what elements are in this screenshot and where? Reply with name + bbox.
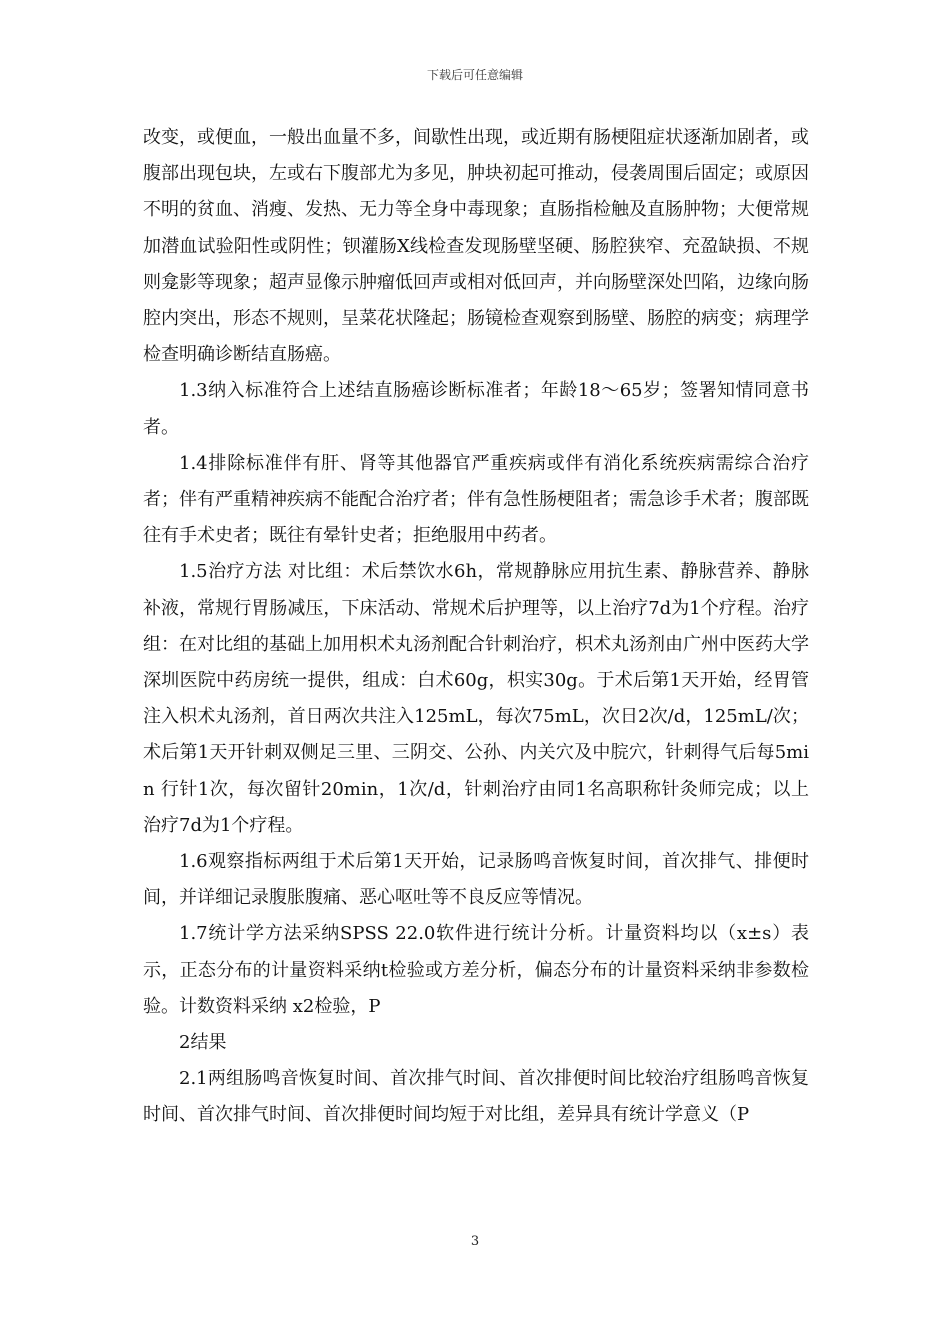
body-text	[143, 120, 809, 1134]
page-header: 下载后可任意编辑	[426, 68, 523, 82]
paragraph-inclusion-criteria: 1.3纳入标准符合上述结直肠癌诊断标准者；年龄18～65岁；签署知情同意书者。	[143, 380, 809, 438]
paragraph-observation-indicators: 1.6观察指标两组于术后第1天开始，记录肠鸣音恢复时间，首次排气、排便时间，并详细记录腹胀腹痛、恶心呕吐等不良反应等情况。	[143, 851, 809, 909]
paragraph-results-2-1: 2.1两组肠鸣音恢复时间、首次排气时间、首次排便时间比较治疗组肠鸣音恢复时间、首次排气时间、首次排便时间均短于对比组，差异具有统计学意义（P	[143, 1068, 809, 1126]
paragraph-exclusion-criteria: 1.4排除标准伴有肝、肾等其他器官严重疾病或伴有消化系统疾病需综合治疗者；伴有严重精神疾病不能配合治疗者；伴有急性肠梗阻者；需急诊手术者；腹部既往有手术史者；既往有晕针史者；拒绝服用中药者。	[143, 452, 809, 547]
paragraph-diagnosis-continued: 改变，或便血，一般出血量不多，间歇性出现，或近期有肠梗阻症状逐渐加剧者，或腹部出现包块，左或右下腹部尤为多见，肿块初起可推动，侵袭周围后固定；或原因不明的贫血、消瘦、发热、无力等全身中毒现象；直肠指检触及直肠肿物；大便常规加潜血试验阳性或阴性；钡灌肠X线检查发现肠壁坚硬、肠腔狭窄、充盈缺损、不规则龛影等现象；超声显像示肿瘤低回声或相对低回声，并向肠壁深处凹陷，边缘向肠腔内突出，形态不规则，呈菜花状隆起；肠镜检查观察到肠壁、肠腔的病变；病理学检查明确诊断结直肠癌。	[143, 127, 809, 366]
section-heading-results: 2结果	[179, 1032, 227, 1054]
page-number: 3	[470, 1234, 480, 1249]
paragraph-treatment-method: 1.5治疗方法 对比组：术后禁饮水6h，常规静脉应用抗生素、静脉营养、静脉补液，常规行胃肠减压，下床活动、常规术后护理等，以上治疗7d为1个疗程。治疗组：在对比组的基础上加用枳术丸汤剂配合针刺治疗，枳术丸汤剂由广州中医药大学深圳医院中药房统一提供，组成：白术60g，枳实30g。于术后第1天开始，经胃管注入枳术丸汤剂，首日两次共注入125mL，每次75mL，次日2次/d，125mL/次；术后第1天开针刺双侧足三里、三阴交、公孙、内关穴及中脘穴，针刺得气后每5min 行针1次，每次留针20min，1次/d，针刺治疗由同1名高职称针灸师完成；以上治疗7d为1个疗程。	[143, 561, 809, 836]
paragraph-statistical-methods: 1.7统计学方法采纳SPSS 22.0软件进行统计分析。计量资料均以（x±s）表示，正态分布的计量资料采纳t检验或方差分析，偏态分布的计量资料采纳非参数检验。计数资料采纳 x2检验，P	[143, 923, 809, 1017]
